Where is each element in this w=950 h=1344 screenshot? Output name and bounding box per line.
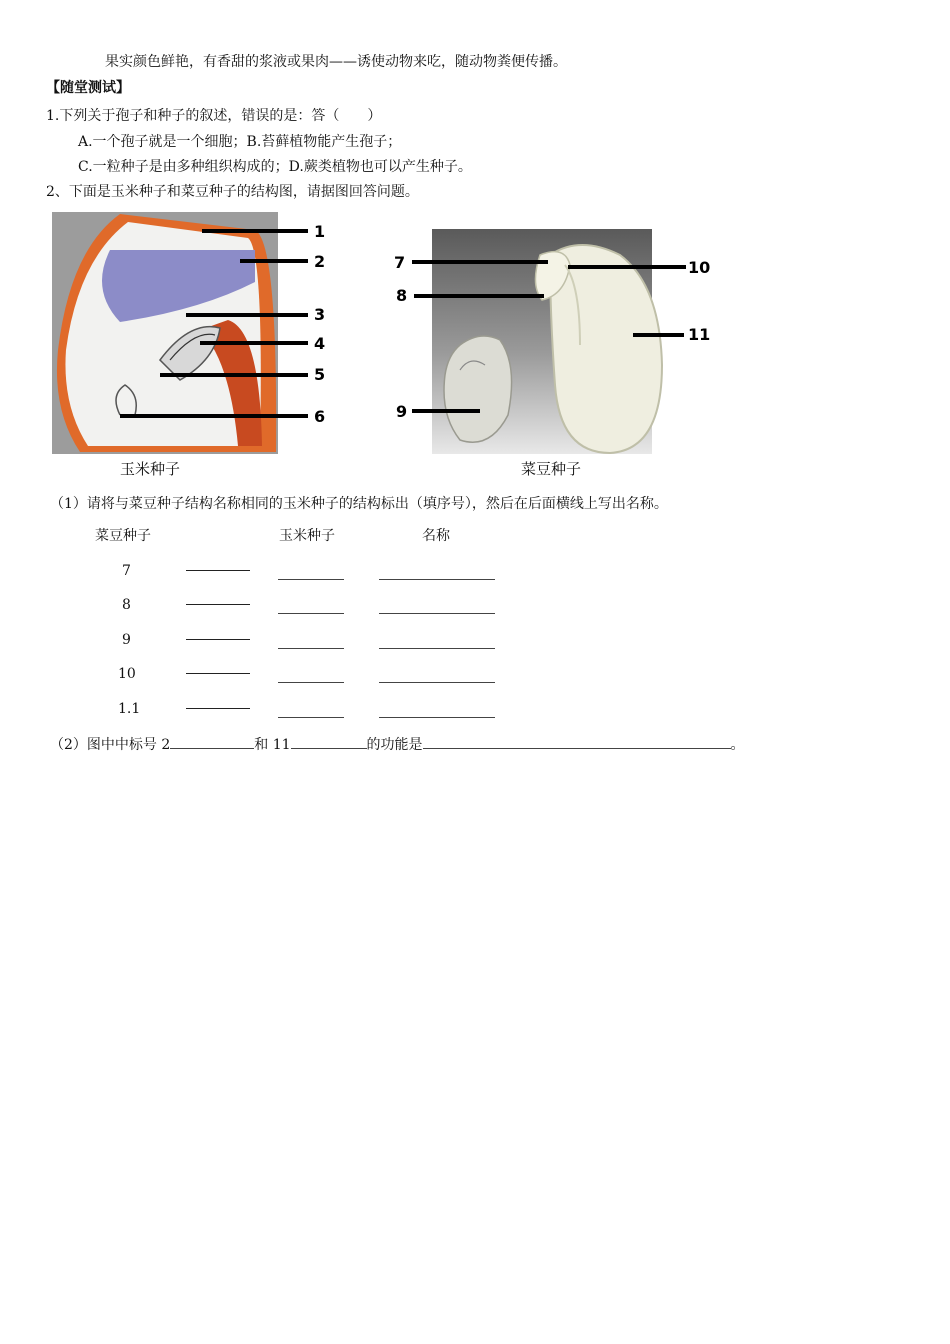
row-number: 1.1	[118, 701, 141, 717]
q1-stem: 1.下列关于孢子和种子的叙述，错误的是：答（ ）	[46, 108, 382, 124]
bean-caption: 菜豆种子	[521, 460, 582, 478]
sub2-prefix: （2）图中中标号 2	[50, 737, 171, 753]
corn-label-3: 3	[314, 305, 326, 324]
name-blank[interactable]	[379, 664, 495, 683]
sub2-mid: 和 11	[254, 737, 291, 753]
row-dash	[186, 698, 250, 709]
corn-label-1: 1	[314, 222, 326, 241]
corn-blank[interactable]	[278, 664, 344, 683]
sub2-tail: 的功能是	[366, 737, 423, 753]
header-corn: 玉米种子	[279, 528, 335, 544]
name-blank[interactable]	[379, 561, 495, 580]
corn-seed-diagram	[50, 210, 350, 460]
corn-blank[interactable]	[278, 630, 344, 649]
bean-label-10: 10	[688, 258, 711, 277]
header-bean: 菜豆种子	[95, 528, 151, 544]
corn-label-2: 2	[314, 252, 326, 271]
corn-blank[interactable]	[278, 699, 344, 718]
header-name: 名称	[422, 528, 450, 544]
row-number: 8	[122, 597, 131, 613]
corn-label-6: 6	[314, 407, 326, 426]
row-number: 10	[118, 666, 136, 682]
q1-option-cd: C.一粒种子是由多种组织构成的；D.蕨类植物也可以产生种子。	[78, 159, 472, 175]
sub2-end: 。	[730, 737, 745, 753]
q2-sub2	[50, 733, 745, 755]
q1-option-ab: A.一个孢子就是一个细胞；B.苔藓植物能产生孢子；	[78, 134, 402, 150]
row-dash	[186, 663, 250, 674]
name-blank[interactable]	[379, 630, 495, 649]
name-blank[interactable]	[379, 595, 495, 614]
bean-seed-diagram	[390, 225, 730, 460]
q2-sub1: （1）请将与菜豆种子结构名称相同的玉米种子的结构标出（填序号），然后在后面横线上写出名称。	[50, 496, 668, 512]
bean-label-11: 11	[688, 325, 711, 344]
section-title: 【随堂测试】	[46, 80, 130, 96]
intro-line: 果实颜色鲜艳，有香甜的浆液或果肉——诱使动物来吃，随动物粪便传播。	[105, 54, 567, 70]
corn-label-4: 4	[314, 334, 326, 353]
name-blank[interactable]	[379, 699, 495, 718]
row-number: 9	[122, 632, 131, 648]
sub2-blank-2[interactable]	[170, 733, 254, 749]
row-dash	[186, 594, 250, 605]
corn-label-5: 5	[314, 365, 326, 384]
bean-label-8: 8	[396, 286, 408, 305]
row-dash	[186, 629, 250, 640]
corn-blank[interactable]	[278, 561, 344, 580]
row-dash	[186, 560, 250, 571]
row-number: 7	[122, 563, 131, 579]
bean-label-7: 7	[394, 253, 406, 272]
corn-blank[interactable]	[278, 595, 344, 614]
sub2-blank-function[interactable]	[423, 733, 731, 749]
corn-caption: 玉米种子	[120, 460, 181, 478]
q2-stem: 2、下面是玉米种子和菜豆种子的结构图，请据图回答问题。	[46, 184, 419, 200]
bean-label-9: 9	[396, 402, 408, 421]
sub2-blank-11[interactable]	[291, 733, 367, 749]
